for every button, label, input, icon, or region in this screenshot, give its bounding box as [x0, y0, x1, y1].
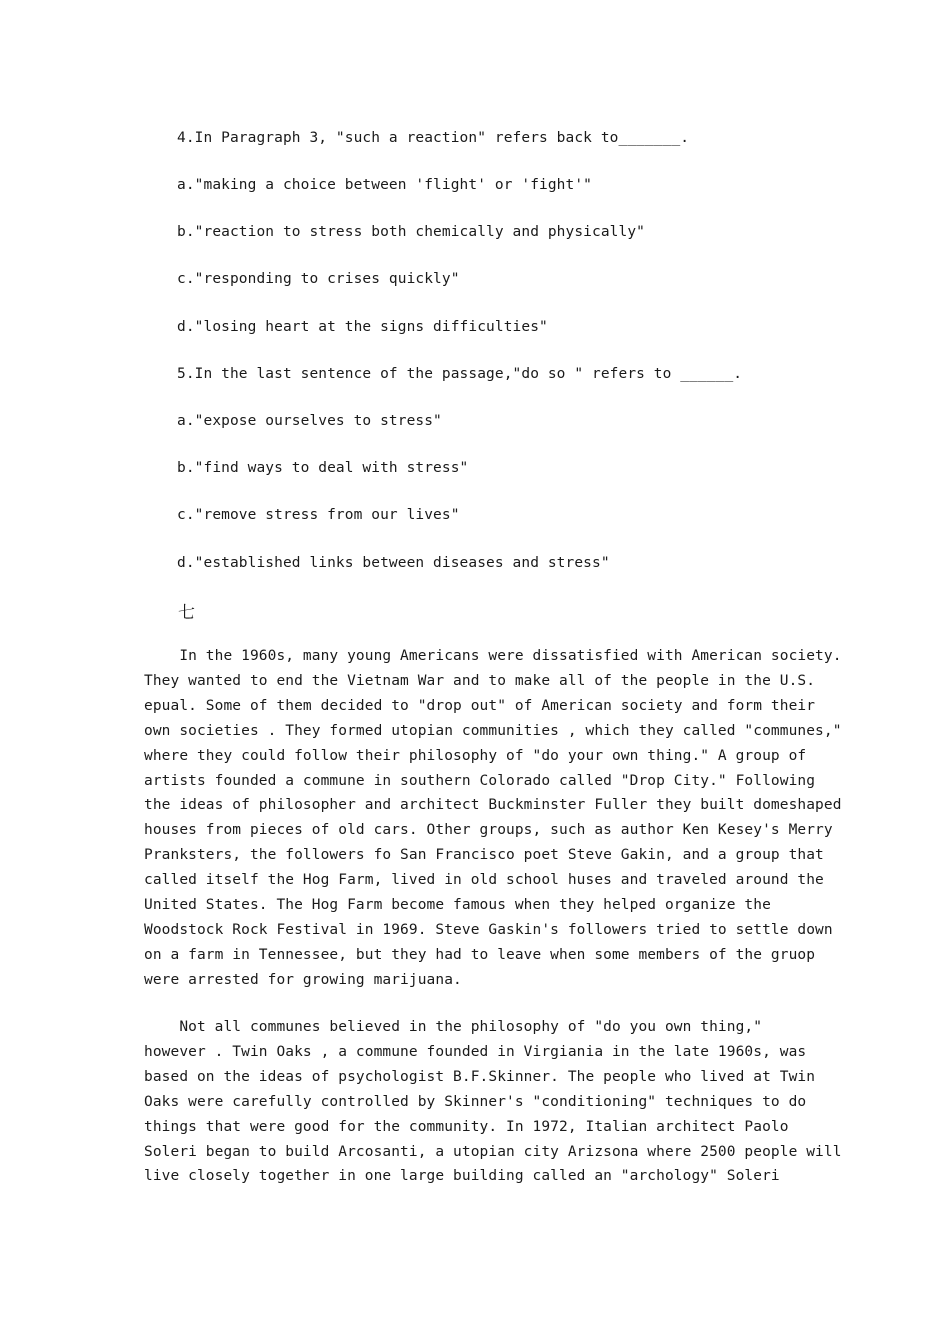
- passage-line: on a farm in Tennessee, but they had to leave when some members of the gruop: [144, 946, 816, 963]
- passage-line: own societies . They formed utopian communities , which they called "communes,": [144, 722, 842, 739]
- passage-line: Soleri began to build Arcosanti, a utopian city Arizsona where 2500 people will: [144, 1143, 842, 1160]
- passage-line: They wanted to end the Vietnam War and to make all of the people in the U.S.: [144, 672, 816, 689]
- passage-line: United States. The Hog Farm become famous when they helped organize the: [144, 897, 771, 914]
- section-heading: 七: [178, 603, 195, 623]
- passage-paragraph-1: [144, 644, 842, 993]
- question-5-option-c: c."remove stress from our lives": [177, 507, 460, 523]
- passage-line: Pranksters, the followers fo San Francisco poet Steve Gakin, and a group that: [144, 847, 824, 864]
- passage-line: Oaks were carefully controlled by Skinner's "conditioning" techniques to do: [144, 1093, 807, 1110]
- passage-line: based on the ideas of psychologist B.F.Skinner. The people who lived at Twin: [144, 1068, 816, 1085]
- passage-line: the ideas of philosopher and architect Buckminster Fuller they built domeshaped: [144, 797, 842, 814]
- passage-line: however . Twin Oaks , a commune founded in Virgiania in the late 1960s, was: [144, 1043, 807, 1060]
- passage-line: where they could follow their philosophy of "do your own thing." A group of: [144, 747, 807, 764]
- passage-line: things that were good for the community. In 1972, Italian architect Paolo: [144, 1118, 789, 1135]
- question-4-option-c: c."responding to crises quickly": [177, 271, 460, 287]
- question-4-stem: 4.In Paragraph 3, "such a reaction" refers back to_______.: [177, 130, 690, 146]
- question-5-option-d: d."established links between diseases and stress": [177, 555, 610, 571]
- question-4-option-d: d."losing heart at the signs difficulties": [177, 319, 548, 335]
- passage-line: called itself the Hog Farm, lived in old school huses and traveled around the: [144, 872, 824, 889]
- question-5-option-a: a."expose ourselves to stress": [177, 413, 442, 429]
- question-5-stem: 5.In the last sentence of the passage,"do so " refers to ______.: [177, 366, 743, 382]
- passage-line: Not all communes believed in the philosophy of "do you own thing,": [144, 1019, 763, 1035]
- passage-line: houses from pieces of old cars. Other groups, such as author Ken Kesey's Merry: [144, 822, 833, 839]
- passage-paragraph-2: [144, 1015, 842, 1189]
- passage-line: Woodstock Rock Festival in 1969. Steve Gaskin's followers tried to settle down: [144, 921, 833, 938]
- passage-line: epual. Some of them decided to "drop out" of American society and form their: [144, 697, 816, 714]
- question-4-option-b: b."reaction to stress both chemically and physically": [177, 224, 645, 240]
- question-5-option-b: b."find ways to deal with stress": [177, 460, 469, 476]
- passage-line: live closely together in one large building called an "archology" Soleri: [144, 1168, 780, 1185]
- question-4-option-a: a."making a choice between 'flight' or 'fight'": [177, 177, 592, 193]
- passage-line: were arrested for growing marijuana.: [144, 971, 462, 988]
- passage-line: artists founded a commune in southern Colorado called "Drop City." Following: [144, 772, 816, 789]
- passage-line: In the 1960s, many young Americans were dissatisfied with American society.: [144, 648, 842, 664]
